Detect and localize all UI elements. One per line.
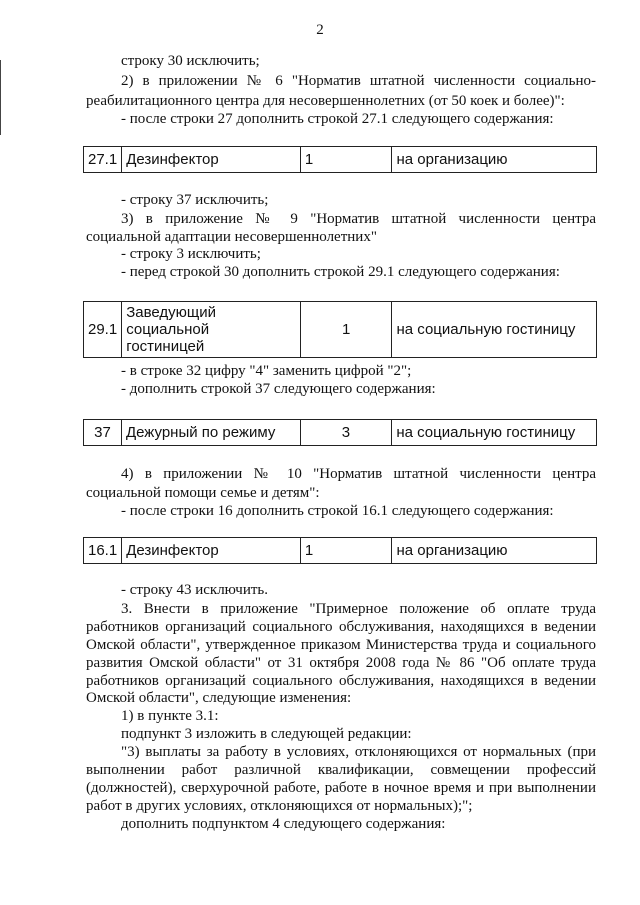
text-line: социальной помощи семье и детям": xyxy=(86,485,320,501)
position-name-cell xyxy=(122,302,301,358)
text-line: 3) в приложение № 9 "Норматив штатной численности центра xyxy=(121,211,596,227)
text-line: (должностей), сверхурочной работе, работе в ночное время и при выполнении xyxy=(86,780,596,796)
row-number-cell: 16.1 xyxy=(84,538,122,564)
text-line: 2) в приложении № 6 "Норматив штатной численности социально- xyxy=(121,73,596,89)
table-row-37 xyxy=(83,419,597,446)
text-line: - в строке 32 цифру "4" заменить цифрой "2"; xyxy=(121,363,412,379)
page-number: 2 xyxy=(316,22,324,38)
table-row-27-1 xyxy=(83,146,597,173)
unit-cell: на организацию xyxy=(392,538,597,564)
binding-edge-mark xyxy=(0,60,1,135)
text-line: реабилитационного центра для несовершеннолетних (от 50 коек и более)": xyxy=(86,93,565,109)
table-row-29-1 xyxy=(83,301,597,358)
row-number-cell: 29.1 xyxy=(84,302,122,358)
text-line: дополнить подпунктом 4 следующего содержания: xyxy=(121,816,446,832)
text-line: Омской области", следующие изменения: xyxy=(86,690,352,706)
text-line: - строку 43 исключить. xyxy=(121,582,269,598)
text-line: 4) в приложении № 10 "Норматив штатной численности центра xyxy=(121,466,596,482)
text-line: строку 30 исключить; xyxy=(121,53,260,69)
quantity-cell: 1 xyxy=(300,147,392,173)
table-row-16-1 xyxy=(83,537,597,564)
quantity-cell: 3 xyxy=(300,420,392,446)
text-line: социальной адаптации несовершеннолетних" xyxy=(86,229,377,245)
text-line: - после строки 16 дополнить строкой 16.1 следующего содержания: xyxy=(121,503,554,519)
text-line: работ в других условиях, отклоняющихся от нормальных);"; xyxy=(86,798,473,814)
quantity-cell: 1 xyxy=(300,302,392,358)
text-line: 1) в пункте 3.1: xyxy=(121,708,219,724)
text-line: "3) выплаты за работу в условиях, отклоняющихся от нормальных (при xyxy=(121,744,596,760)
text-line: - дополнить строкой 37 следующего содержания: xyxy=(121,381,436,397)
unit-cell: на социальную гостиницу xyxy=(392,302,597,358)
text-line: - после строки 27 дополнить строкой 27.1 следующего содержания: xyxy=(121,111,554,127)
text-line: работников организаций социального обслуживания, находящихся в ведении xyxy=(86,673,596,689)
text-line: - строку 37 исключить; xyxy=(121,192,269,208)
position-name-line-1: Заведующий социальной xyxy=(126,304,217,338)
unit-cell: на организацию xyxy=(392,147,597,173)
position-name-cell: Дезинфектор xyxy=(122,147,301,173)
text-line: - перед строкой 30 дополнить строкой 29.1 следующего содержания: xyxy=(121,264,560,280)
text-line: - строку 3 исключить; xyxy=(121,246,261,262)
row-number-cell: 37 xyxy=(84,420,122,446)
text-line: 3. Внести в приложение "Примерное положение об оплате труда xyxy=(121,601,596,617)
unit-cell: на социальную гостиницу xyxy=(392,420,597,446)
position-name-line-2: гостиницей xyxy=(126,338,205,355)
text-line: развития Омской области" от 31 октября 2008 года № 86 "Об оплате труда xyxy=(86,655,596,671)
position-name-cell: Дежурный по режиму xyxy=(121,420,300,446)
quantity-cell: 1 xyxy=(300,538,392,564)
text-line: Омской области", утвержденное приказом Министерства труда и социального xyxy=(86,637,596,653)
text-line: работников организаций социального обслуживания, находящихся в ведении xyxy=(86,619,596,635)
row-number-cell: 27.1 xyxy=(84,147,122,173)
text-line: подпункт 3 изложить в следующей редакции: xyxy=(121,726,412,742)
position-name-cell: Дезинфектор xyxy=(122,538,301,564)
text-line: выполнении работ различной квалификации, совмещении профессий xyxy=(86,762,596,778)
